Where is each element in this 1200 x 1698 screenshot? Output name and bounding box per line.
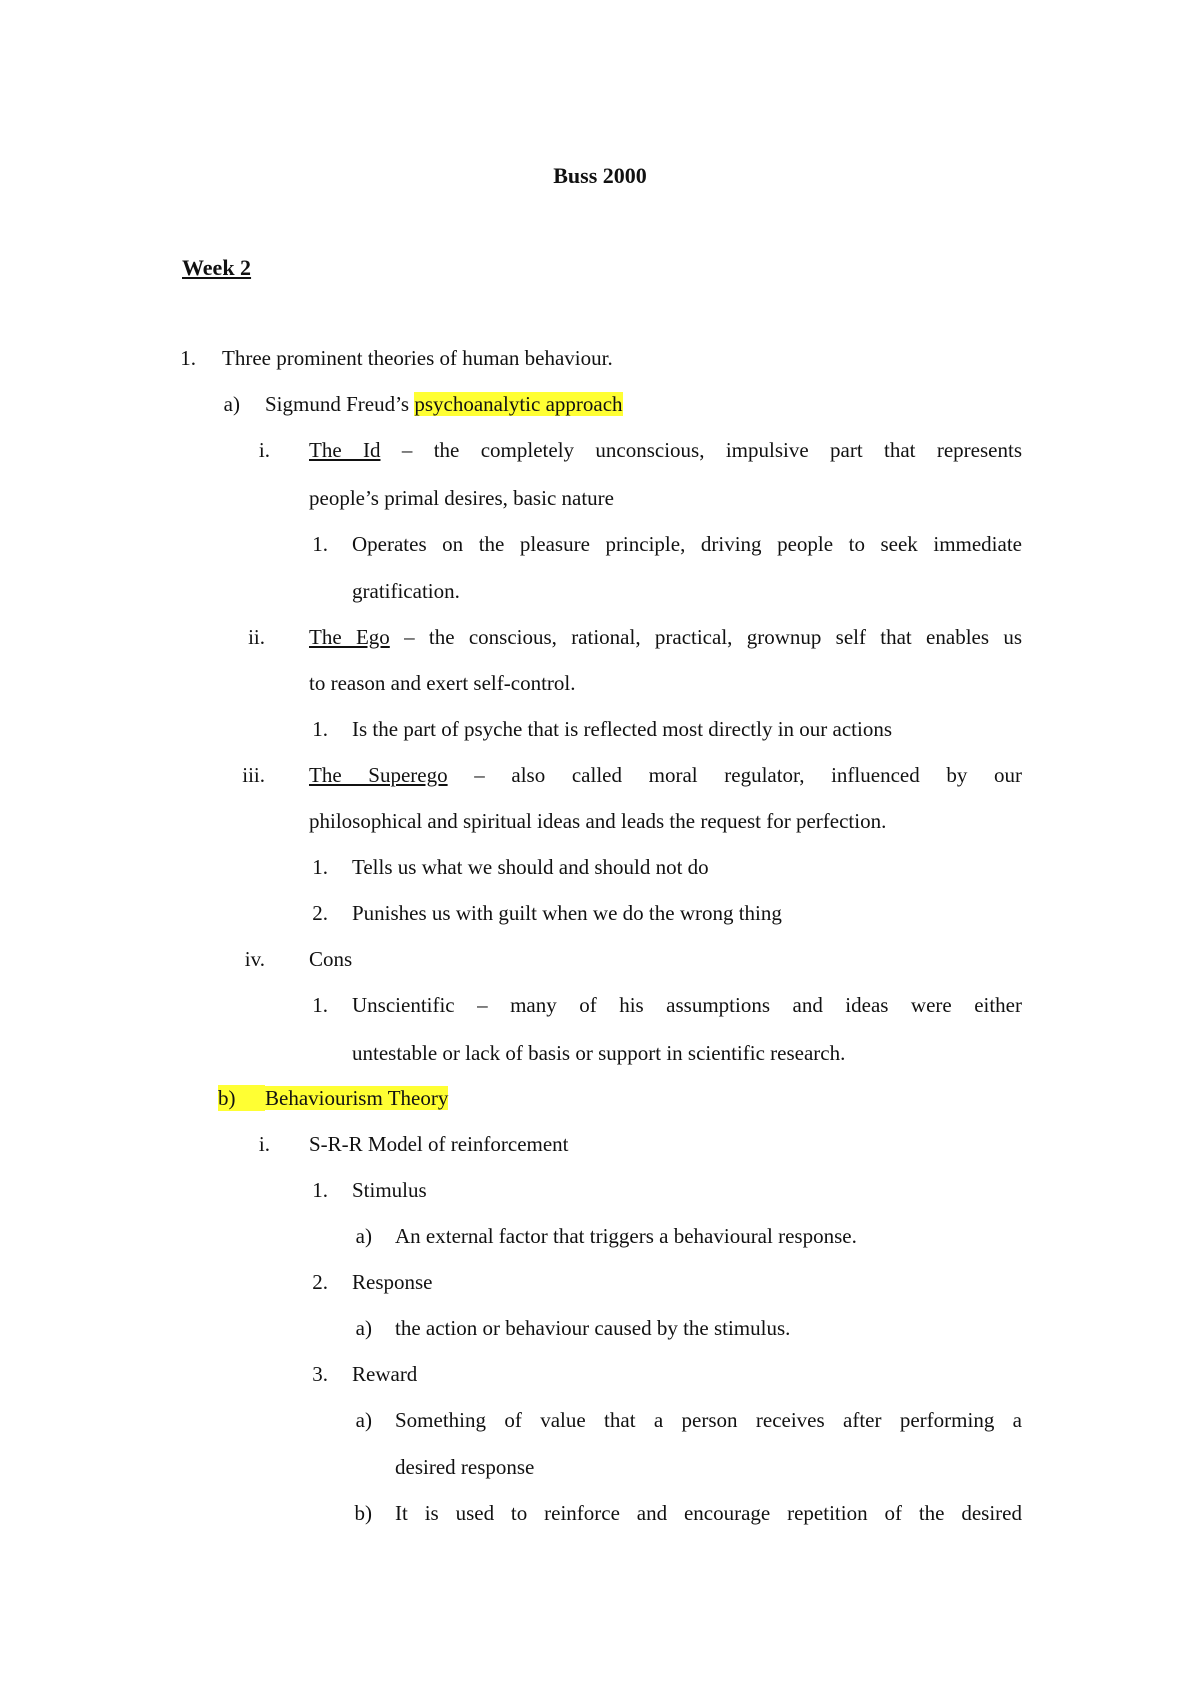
list-marker: iii. bbox=[242, 763, 265, 787]
list-item-continuation: people’s primal desires, basic nature bbox=[309, 486, 614, 510]
list-marker: 2. bbox=[312, 901, 328, 925]
list-marker: i. bbox=[258, 1132, 270, 1156]
term: The Id bbox=[309, 438, 381, 462]
list-marker: 1. bbox=[312, 855, 328, 879]
list-item-text: It is used to reinforce and encourage repetition of the desired bbox=[395, 1501, 1022, 1525]
list-item-text bbox=[309, 437, 1022, 463]
item-text: – the completely unconscious, impulsive part that represents bbox=[401, 438, 1022, 462]
list-item-text bbox=[309, 762, 1022, 788]
list-item-continuation: to reason and exert self-control. bbox=[309, 671, 576, 695]
item-text: – the conscious, rational, practical, grownup self that enables us bbox=[404, 625, 1022, 649]
term: The Ego bbox=[309, 625, 390, 649]
list-marker: 1. bbox=[312, 717, 328, 741]
list-marker: 3. bbox=[312, 1362, 328, 1386]
highlighted-text: Behaviourism Theory bbox=[265, 1086, 449, 1110]
list-item-continuation: gratification. bbox=[352, 579, 460, 603]
list-marker: 2. bbox=[312, 1270, 328, 1294]
list-marker: ii. bbox=[248, 625, 265, 649]
list-item-text: the action or behaviour caused by the stimulus. bbox=[395, 1316, 791, 1340]
highlight-gap bbox=[246, 1085, 265, 1111]
list-item-text: Operates on the pleasure principle, driving people to seek immediate bbox=[352, 532, 1022, 556]
list-item-text: Punishes us with guilt when we do the wrong thing bbox=[352, 901, 782, 925]
list-item-text bbox=[265, 391, 623, 417]
list-item-text: Is the part of psyche that is reflected most directly in our actions bbox=[352, 717, 893, 741]
list-item-continuation: untestable or lack of basis or support in scientific research. bbox=[352, 1041, 846, 1065]
list-item-text bbox=[265, 1085, 448, 1111]
list-marker: 1. bbox=[312, 993, 328, 1017]
list-item-text bbox=[309, 624, 1022, 650]
list-item-text: Three prominent theories of human behaviour. bbox=[222, 346, 613, 370]
item-text: – also called moral regulator, influenced by our bbox=[474, 763, 1022, 787]
list-marker: i. bbox=[258, 438, 270, 462]
list-item-text: Reward bbox=[352, 1362, 418, 1386]
term: The Superego bbox=[309, 763, 448, 787]
list-marker: 1. bbox=[312, 1178, 328, 1202]
list-item-text: Cons bbox=[309, 947, 353, 971]
list-item-text: S-R-R Model of reinforcement bbox=[309, 1132, 569, 1156]
list-marker: b) bbox=[218, 1085, 246, 1111]
list-item-text: Response bbox=[352, 1270, 433, 1294]
list-item-text: An external factor that triggers a behavioural response. bbox=[395, 1224, 857, 1248]
list-marker: iv. bbox=[244, 947, 265, 971]
list-item-continuation: desired response bbox=[395, 1455, 535, 1479]
list-marker: b) bbox=[354, 1501, 372, 1525]
list-marker: a) bbox=[355, 1408, 372, 1432]
list-marker: 1. bbox=[312, 532, 328, 556]
highlighted-text: psychoanalytic approach bbox=[414, 392, 623, 416]
list-item-continuation: philosophical and spiritual ideas and leads the request for perfection. bbox=[309, 809, 887, 833]
document-title: Buss 2000 bbox=[553, 163, 647, 188]
list-marker: a) bbox=[223, 392, 240, 416]
list-marker: 1. bbox=[180, 346, 196, 370]
list-item-text: Tells us what we should and should not do bbox=[352, 855, 709, 879]
list-marker: a) bbox=[355, 1224, 372, 1248]
week-heading: Week 2 bbox=[182, 255, 252, 280]
list-item-text: Stimulus bbox=[352, 1178, 427, 1202]
list-item-text: Unscientific – many of his assumptions and ideas were either bbox=[352, 993, 1022, 1017]
list-item-text: Something of value that a person receives after performing a bbox=[395, 1408, 1022, 1432]
item-text: Sigmund Freud’s bbox=[265, 392, 415, 416]
list-marker: a) bbox=[355, 1316, 372, 1340]
